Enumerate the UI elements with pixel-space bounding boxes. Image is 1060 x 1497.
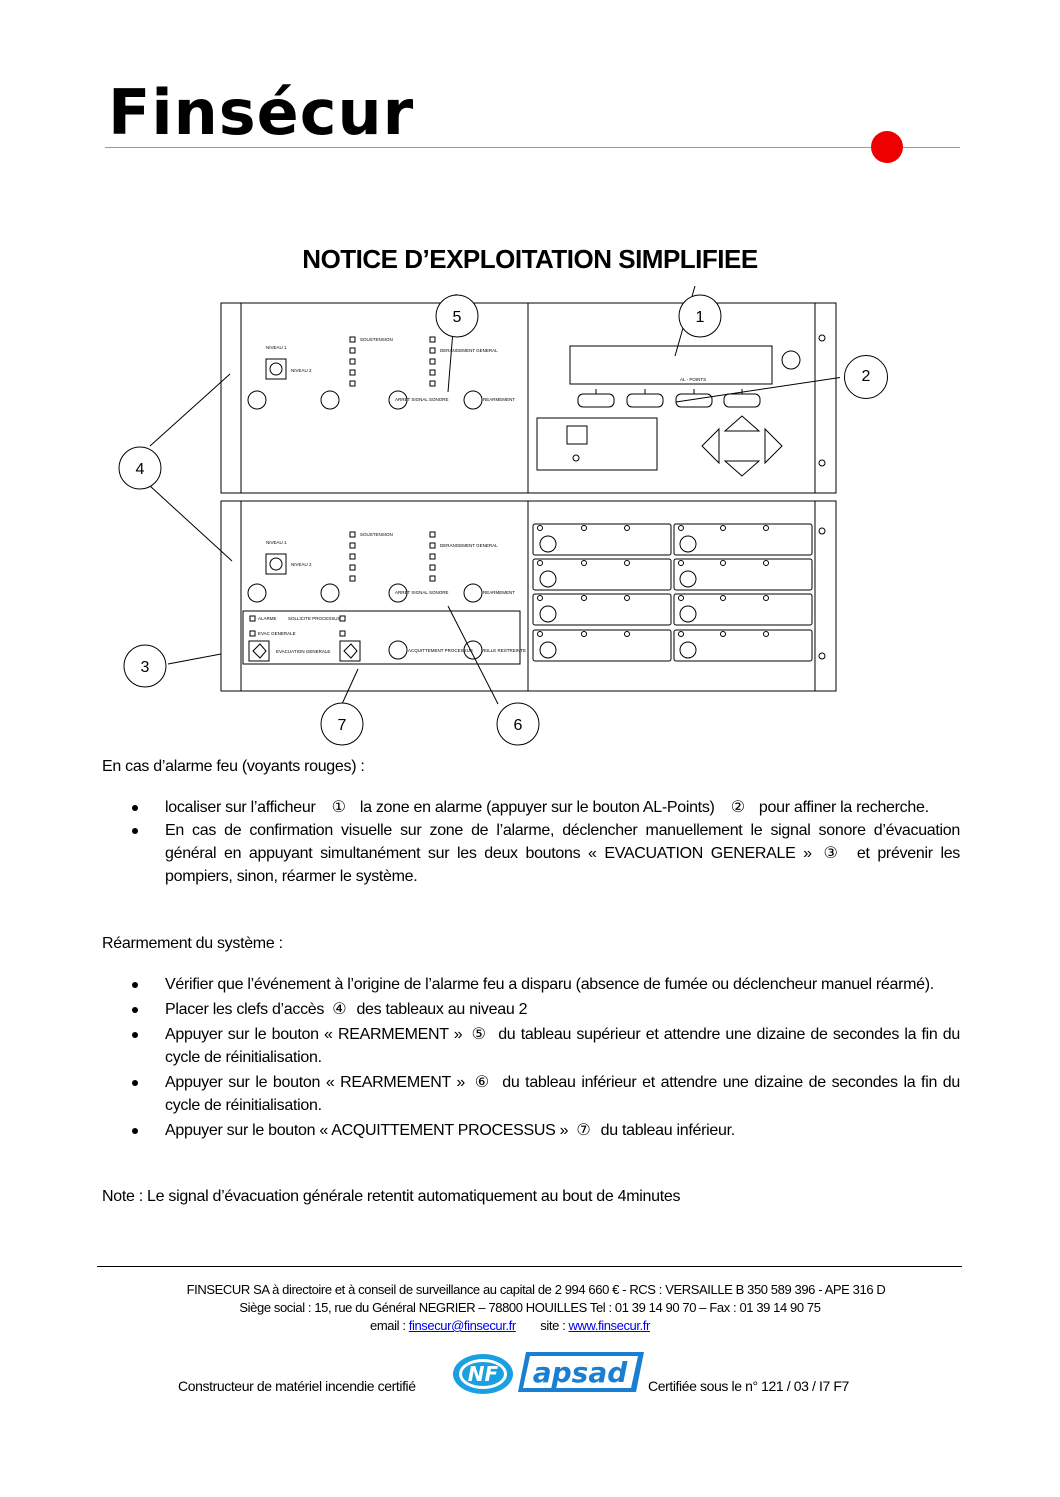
bullet-icon (132, 982, 138, 988)
item-text: Vérifier que l’événement à l’origine de l’alarme feu a disparu (absence de fumée ou déclencheur manuel réarmé). (165, 976, 934, 993)
email-label: email : (370, 1318, 409, 1333)
note-text: Note : Le signal d’évacuation générale retentit automatiquement au bout de 4minutes (102, 1188, 681, 1205)
apsad-logo (516, 1350, 646, 1394)
lower-label-soustension: SOUSTENSION (360, 532, 393, 537)
upper-label-niveau1: NIVEAU 1 (266, 345, 287, 350)
item-text: des tableaux au niveau 2 (356, 1001, 528, 1018)
callout-1-label: 1 (695, 309, 705, 326)
alarm-intro: En cas d’alarme feu (voyants rouges) : (102, 758, 365, 775)
item-text: du tableau inférieur et attendre une dizaine de secondes la fin du cycle de réinitialisation. (165, 1074, 960, 1114)
item-text: du tableau supérieur et attendre une dizaine de secondes la fin du cycle de réinitialisation. (165, 1026, 960, 1066)
upper-label-arret: ARRET SIGNAL SONORE (395, 397, 449, 402)
list-item (128, 1023, 960, 1069)
callout-6-ref: ⑥ (474, 1074, 491, 1091)
upper-button-rearmement (464, 391, 482, 409)
list-item (128, 973, 960, 996)
footer-divider (97, 1266, 962, 1267)
upper-printer-slot (537, 418, 657, 470)
label-sollicite: SOLLICITE PROCESSUS (288, 616, 341, 621)
upper-label-al-points: AL - POINTS (680, 377, 707, 382)
item-text: localiser sur l’afficheur (165, 799, 316, 816)
item-text: la zone en alarme (appuyer sur le bouton AL-Points) (359, 799, 715, 816)
control-panel-svg (110, 286, 840, 756)
upper-label-rearmement: REARMEMENT (483, 397, 516, 402)
upper-arrow-keypad (702, 416, 782, 476)
item-text: pour affiner la recherche. (758, 799, 929, 816)
item-text: et prévenir les pompiers, sinon, réarmer le système. (165, 845, 961, 885)
callout-5-label: 5 (452, 309, 462, 326)
bullet-icon (132, 805, 138, 811)
upper-led-column-left (350, 337, 355, 386)
bullet-icon (132, 1128, 138, 1134)
nf-logo (452, 1352, 514, 1396)
callout-3-ref: ③ (823, 845, 842, 862)
label-veille-restreinte: VEILLE RESTREINTE (481, 648, 527, 653)
site-link[interactable]: www.finsecur.fr (568, 1318, 650, 1333)
upper-label-derangement: DERANGEMENT GENERAL (440, 348, 498, 353)
constructor-text: Constructeur de matériel incendie certifié (178, 1378, 416, 1394)
item-text: Appuyer sur le bouton « ACQUITTEMENT PROCESSUS » (165, 1122, 569, 1139)
item-text: En cas de confirmation visuelle sur zone de l’alarme, déclencher manuellement le signal sonore d’évacuation général en appuyant simultanément sur les deux boutons « EVACUATION GENERALE » (165, 822, 960, 862)
upper-display-screen (570, 346, 772, 384)
bullet-icon (132, 1032, 138, 1038)
red-dot-logo-mark (871, 131, 903, 163)
callout-7-ref: ⑦ (576, 1122, 591, 1139)
upper-led-column-right (430, 337, 435, 386)
footer-company-info: FINSECUR SA à directoire et à conseil de surveillance au capital de 2 994 660 € - RCS : VERSAILLE B 350 589 396 - APE 316 D (186, 1282, 886, 1297)
svg-text:apsad: apsad (532, 1356, 628, 1389)
zone-modules (533, 524, 812, 661)
bullet-icon (132, 1080, 138, 1086)
acquittement-button (389, 641, 407, 659)
finsecur-logo: Finsécur (108, 76, 415, 149)
svg-text:NF: NF (467, 1362, 499, 1386)
process-control-box (243, 611, 520, 664)
bullet-icon (132, 828, 138, 834)
page-title: NOTICE D’EXPLOITATION SIMPLIFIEE (302, 244, 758, 274)
callout-3-label: 3 (140, 659, 150, 676)
label-alarme: ALARME (258, 616, 277, 621)
alarm-instructions-list (128, 796, 960, 888)
al-points-button-shape (676, 394, 712, 407)
footer-contact (0, 1317, 1040, 1334)
callout-2-ref: ② (730, 799, 745, 816)
footer-address: Siège social : 15, rue du Général NEGRIER – 78800 HOUILLES Tel : 01 39 14 90 70 – Fax : 01 39 14 90 75 (239, 1300, 821, 1315)
callout-1-ref: ① (331, 799, 346, 816)
list-item (128, 1119, 960, 1142)
list-item (128, 819, 960, 888)
upper-button-1 (248, 391, 266, 409)
lower-key-switch (266, 554, 286, 574)
certification-text: Certifiée sous le n° 121 / 03 / I7 F7 (648, 1378, 849, 1394)
list-item (128, 998, 960, 1021)
label-evacuation-generale: EVACUATION GENERALE (276, 649, 331, 654)
lower-label-niveau2: NIVEAU 2 (291, 562, 312, 567)
reset-instructions-list (128, 973, 960, 1142)
upper-button-2 (321, 391, 339, 409)
item-text: Placer les clefs d’accès (165, 1001, 325, 1018)
lower-label-rearmement: REARMEMENT (483, 590, 516, 595)
callout-4-label: 4 (135, 461, 145, 478)
lower-label-arret: ARRET SIGNAL SONORE (395, 590, 449, 595)
lower-label-niveau1: NIVEAU 1 (266, 540, 287, 545)
lower-button-rearmement (464, 584, 482, 602)
bullet-icon (132, 1007, 138, 1013)
list-item (128, 1071, 960, 1117)
upper-key-switch (266, 359, 286, 379)
control-panel-diagram (110, 286, 840, 756)
upper-label-soustension: SOUSTENSION (360, 337, 393, 342)
upper-label-niveau2: NIVEAU 2 (291, 368, 312, 373)
header-divider (105, 147, 960, 148)
item-text: Appuyer sur le bouton « REARMEMENT » (165, 1026, 463, 1043)
callout-4-ref: ④ (332, 1001, 347, 1018)
reset-intro: Réarmement du système : (102, 935, 283, 952)
lower-label-derangement: DERANGEMENT GENERAL (440, 543, 498, 548)
site-label: site : (540, 1318, 569, 1333)
callout-2-label: 2 (844, 355, 888, 399)
item-text: Appuyer sur le bouton « REARMEMENT » (165, 1074, 466, 1091)
callout-7-label: 7 (337, 717, 347, 734)
callout-5-ref: ⑤ (471, 1026, 487, 1043)
label-acquittement: ACQUITTEMENT PROCESSUS (408, 648, 473, 653)
email-link[interactable]: finsecur@finsecur.fr (408, 1318, 516, 1333)
callout-6-label: 6 (513, 717, 523, 734)
list-item (128, 796, 960, 819)
label-evac-generale-small: EVAC GENERALE (258, 631, 296, 636)
item-text: du tableau inférieur. (600, 1122, 735, 1139)
